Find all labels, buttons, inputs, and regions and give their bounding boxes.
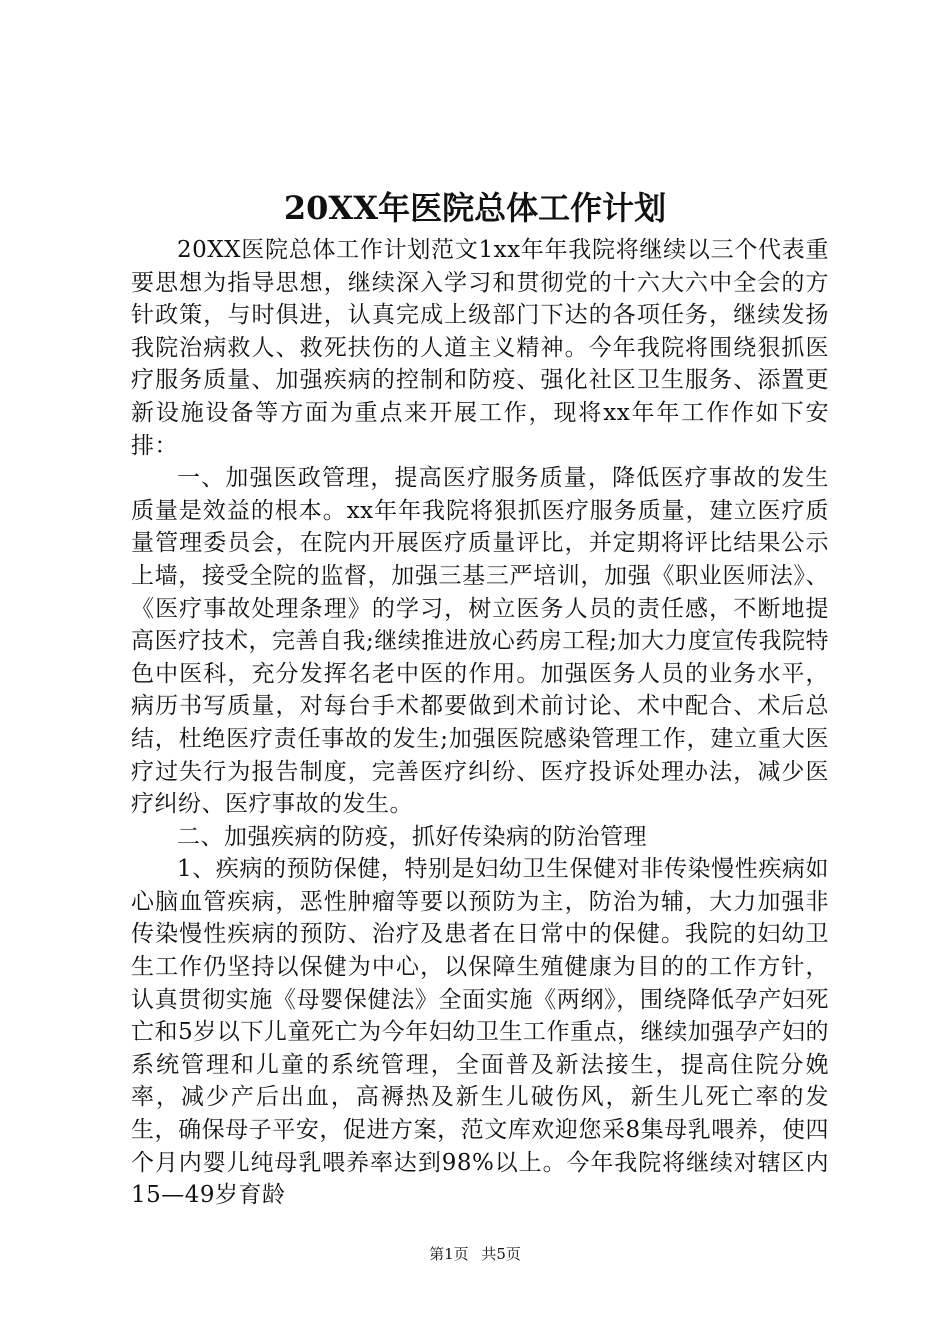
paragraph-section-2-item-1: 1、疾病的预防保健，特别是妇幼卫生保健对非传染慢性疾病如心脑血管疾病，恶性肿瘤等要以预防为主，防治为辅，大力加强非传染慢性疾病的预防、治疗及患者在日常中的保健。我院的妇幼卫生工作仍坚持以保健为中心，以保障生殖健康为目的的工作方针，认真贯彻实施《母婴保健法》全面实施《两纲》，围绕降低孕产妇死亡和5岁以下儿童死亡为今年妇幼卫生工作重点，继续加强孕产妇的系统管理和儿童的系统管理，全面普及新法接生，提高住院分娩率，减少产后出血，高褥热及新生儿破伤风，新生儿死亡率的发生，确保母子平安，促进方案，范文库欢迎您采8集母乳喂养，使四个月内婴儿纯母乳喂养率达到98%以上。今年我院将继续对辖区内15—49岁育龄 [131,856,829,1209]
page-number: 第1页 [429,1245,469,1263]
page-footer [0,1244,950,1264]
paragraph-section-2-heading: 二、加强疾病的防疫，抓好传染病的防治管理 [177,823,647,850]
paragraph-intro: 20XX医院总体工作计划范文1xx年年我院将继续以三个代表重要思想为指导思想，继续深入学习和贯彻党的十六大六中全会的方针政策，与时俱进，认真完成上级部门下达的各项任务，继续发扬我院治病救人、救死扶伤的人道主义精神。今年我院将围绕狠抓医疗服务质量、加强疾病的控制和防疫、强化社区卫生服务、添置更新设施设备等方面为重点来开展工作，现将xx年年工作作如下安排： [131,237,829,459]
paragraph-section-1: 一、加强医政管理，提高医疗服务质量，降低医疗事故的发生质量是效益的根本。xx年年我院将狠抓医疗服务质量，建立医疗质量管理委员会，在院内开展医疗质量评比，并定期将评比结果公示上墙，接受全院的监督，加强三基三严培训，加强《职业医师法》、《医疗事故处理条理》的学习，树立医务人员的责任感，不断地提高医疗技术，完善自我;继续推进放心药房工程;加大力度宣传我院特色中医科，充分发挥名老中医的作用。加强医务人员的业务水平，病历书写质量，对每台手术都要做到术前讨论、术中配合、术后总结，杜绝医疗责任事故的发生;加强医院感染管理工作，建立重大医疗过失行为报告制度，完善医疗纠纷、医疗投诉处理办法，减少医疗纠纷、医疗事故的发生。 [131,465,829,818]
document-body [131,234,829,1212]
document-title: 20XX年医院总体工作计划 [283,189,667,227]
page-total: 共5页 [481,1245,521,1263]
